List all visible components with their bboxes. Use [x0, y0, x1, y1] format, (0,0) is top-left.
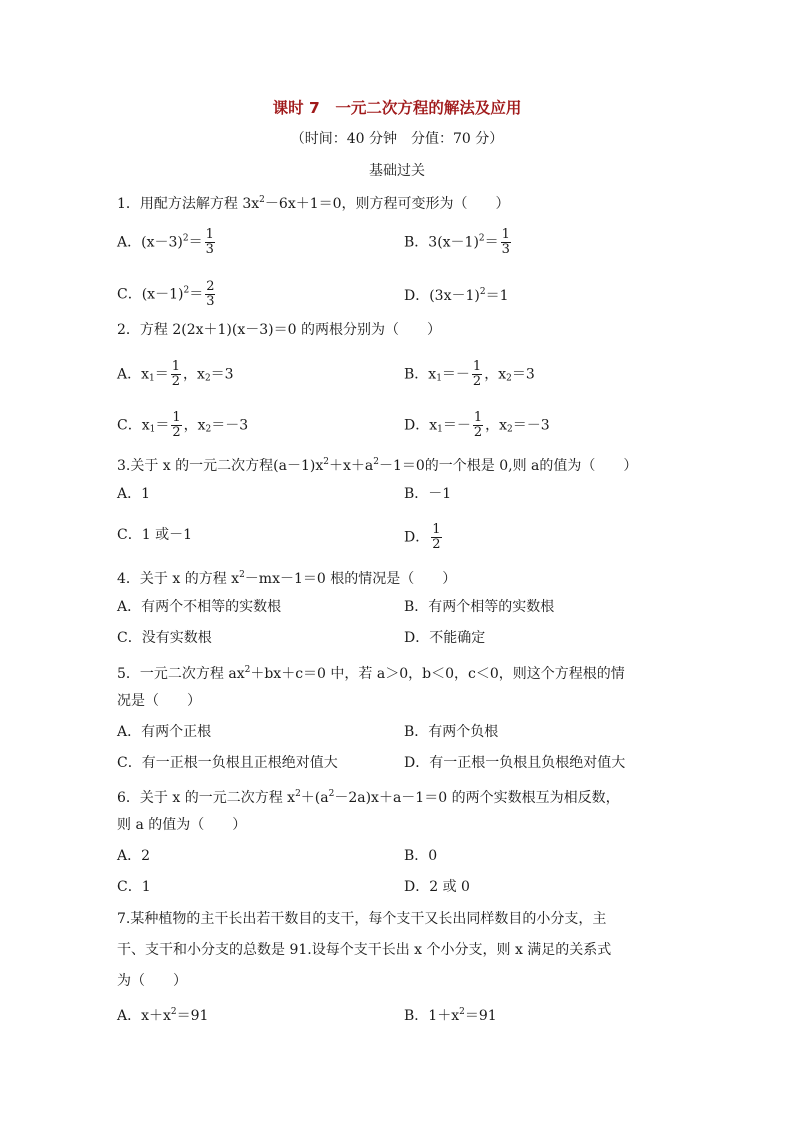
- lesson-title: 课时 7 一元二次方程的解法及应用: [272, 99, 522, 117]
- question-2-stem: 2．方程 2(2x＋1)(x－3)＝0 的两根分别为（ ）: [117, 322, 441, 338]
- question-4-option-d: D．不能确定: [404, 630, 486, 646]
- question-4-option-b: B．有两个相等的实数根: [404, 599, 555, 615]
- question-5-option-b: B．有两个负根: [404, 724, 499, 740]
- fraction: $\frac{1}{3}$: [205, 227, 214, 257]
- question-7-stem-line-2: 干、支干和小分支的总数是 91.设每个支干长出 x 个小分支，则 x 满足的关系式: [117, 942, 612, 958]
- question-6-option-a: A．2: [117, 848, 151, 864]
- fraction: $\frac{1}{2}$: [172, 410, 181, 440]
- fraction: $\frac{1}{2}$: [472, 359, 482, 389]
- question-3-stem: 3.关于 x 的一元二次方程$(a-1)x^2+x+a^2-1=0$的一个根是 0,则 a的值为（ ）: [117, 457, 638, 474]
- time-and-score: （时间：40 分钟 分值：70 分）: [290, 131, 504, 147]
- question-7-stem: 7.某种植物的主干长出若干数目的支干，每个支干又长出同样数目的小分支，主: [117, 911, 607, 927]
- question-7-stem-line-3: 为（ ）: [117, 973, 187, 989]
- question-2-option-d: D．$x_1=-$ $\frac{1}{2}$ ，$x_2=-3$: [404, 410, 550, 440]
- question-2-option-b: B．$x_1=-$ $\frac{1}{2}$ ，$x_2=3$: [404, 359, 535, 389]
- question-2-option-a: A．$x_1=$ $\frac{1}{2}$ ，$x_2=3$: [117, 359, 234, 389]
- question-6-option-b: B．0: [404, 848, 438, 864]
- fraction: $\frac{1}{3}$: [501, 227, 510, 257]
- question-2-option-c: C．$x_1=$ $\frac{1}{2}$ ，$x_2=-3$: [117, 410, 249, 440]
- fraction: $\frac{1}{2}$: [432, 522, 441, 552]
- fraction: $\frac{1}{2}$: [171, 359, 181, 389]
- question-1-option-b: B．$3(x-1)^2=$ $\frac{1}{3}$: [404, 227, 510, 257]
- question-3-option-d: D． $\frac{1}{2}$: [404, 522, 441, 552]
- question-3-option-a: A．1: [117, 486, 151, 502]
- question-6-option-d: D．2 或 0: [404, 879, 470, 895]
- question-1-option-c: C．$(x-1)^2=$ $\frac{2}{3}$: [117, 279, 215, 309]
- question-5-stem: 5．一元二次方程 $ax^2+bx+c=0$ 中，若 a＞0，b＜0，c＜0，则这个方程根的情: [117, 665, 625, 682]
- question-5-option-a: A．有两个正根: [117, 724, 212, 740]
- question-7-option-b: B．$1+x^2=91$: [404, 1007, 497, 1024]
- question-4-option-c: C．没有实数根: [117, 630, 212, 646]
- question-3-option-c: C．1 或－1: [117, 527, 192, 543]
- question-4-option-a: A．有两个不相等的实数根: [117, 599, 282, 615]
- fraction: $\frac{1}{2}$: [473, 410, 483, 440]
- section-heading: 基础过关: [369, 163, 425, 179]
- question-5-stem-line-2: 况是（ ）: [117, 693, 201, 709]
- question-6-option-c: C．1: [117, 879, 151, 895]
- question-4-stem: 4．关于 x 的方程 $x^2-mx-1=0$ 根的情况是（ ）: [117, 570, 457, 587]
- question-6-stem: 6．关于 x 的一元二次方程 $x^2+(a^2-2a)x+a-1=0$ 的两个实数根互为相反数，: [117, 789, 620, 806]
- question-1-option-a: A．$(x-3)^2=$ $\frac{1}{3}$: [117, 227, 214, 257]
- question-6-stem-line-2: 则 a 的值为（ ）: [117, 817, 247, 833]
- question-5-option-c: C．有一正根一负根且正根绝对值大: [117, 755, 338, 771]
- question-1-stem: 1．用配方法解方程 $3x^2-6x+1=0$，则方程可变形为（ ）: [117, 195, 510, 212]
- question-7-option-a: A．$x+x^2=91$: [117, 1007, 209, 1024]
- question-3-option-b: B．－1: [404, 486, 452, 502]
- question-1-option-d: D．$(3x-1)^2=1$: [404, 287, 509, 304]
- question-5-option-d: D．有一正根一负根且负根绝对值大: [404, 755, 626, 771]
- fraction: $\frac{2}{3}$: [206, 279, 215, 309]
